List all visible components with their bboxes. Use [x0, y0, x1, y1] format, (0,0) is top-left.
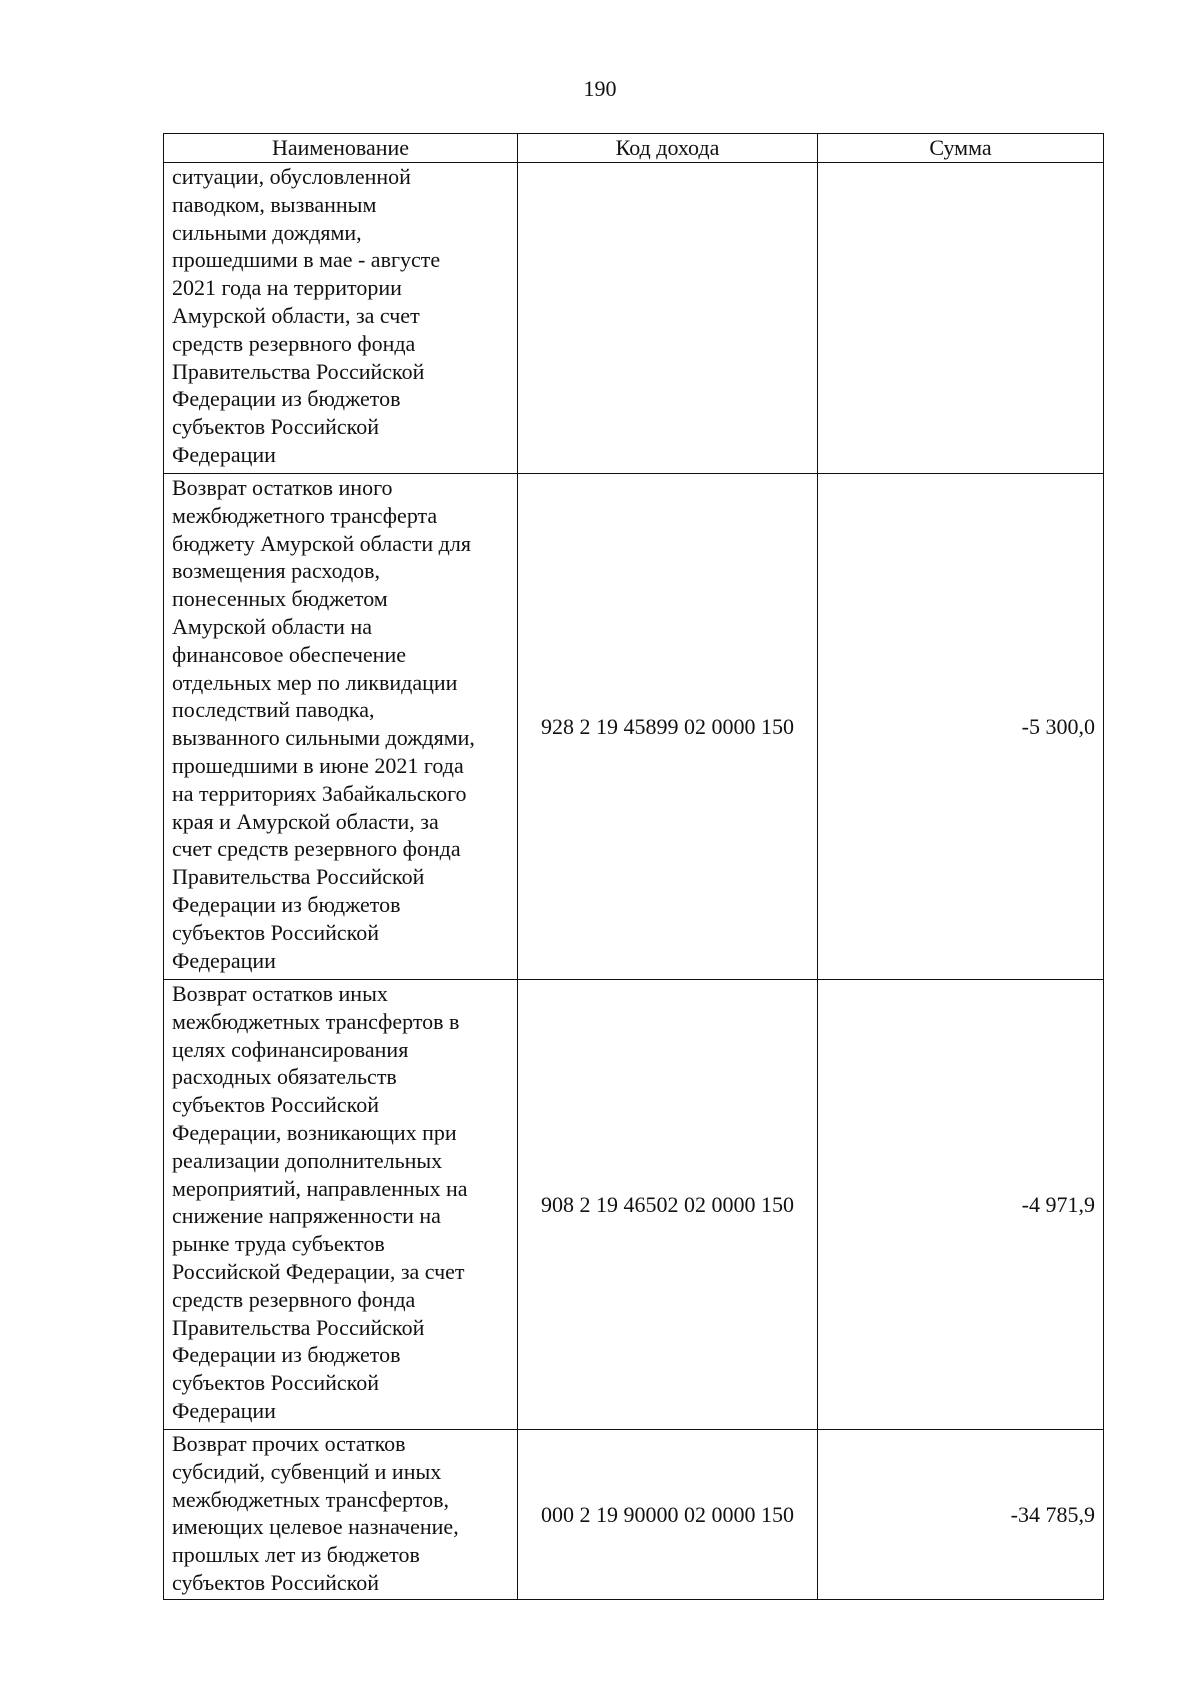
row-code-cell [518, 163, 818, 474]
row-name-cell: Возврат прочих остатков субсидий, субвенций и иных межбюджетных трансфертов, имеющих целевое назначение, прошлых лет из бюджетов субъектов Российской [164, 1430, 518, 1600]
row-sum-cell: -4 971,9 [818, 980, 1104, 1430]
revenue-table [163, 133, 1104, 1600]
row-code-cell: 000 2 19 90000 02 0000 150 [518, 1430, 818, 1600]
header-row [164, 134, 1104, 163]
row-name-cell: Возврат остатков иного межбюджетного трансферта бюджету Амурской области для возмещения расходов, понесенных бюджетом Амурской области на финансовое обеспечение отдельных мер по ликвидации последствий паводка, вызванного сильными дождями, прошедшими в июне 2021 года на территориях Забайкальского края и Амурской области, за счет средств резервного фонда Правительства Российской Федерации из бюджетов субъектов Российской Федерации [164, 474, 518, 980]
table-row [164, 980, 1104, 1430]
table-body [164, 163, 1104, 1600]
row-name-cell: Возврат остатков иных межбюджетных трансфертов в целях софинансирования расходных обязательств субъектов Российской Федерации, возникающих при реализации дополнительных мероприятий, направленных на снижение напряженности на рынке труда субъектов Российской Федерации, за счет средств резервного фонда Правительства Российской Федерации из бюджетов субъектов Российской Федерации [164, 980, 518, 1430]
row-name-cell: ситуации, обусловленной паводком, вызванным сильными дождями, прошедшими в мае - августе 2021 года на территории Амурской области, за счет средств резервного фонда Правительства Российской Федерации из бюджетов субъектов Российской Федерации [164, 163, 518, 474]
header-name: Наименование [164, 134, 518, 163]
header-code: Код дохода [518, 134, 818, 163]
table-row [164, 1430, 1104, 1600]
row-sum-cell [818, 163, 1104, 474]
row-code-cell: 928 2 19 45899 02 0000 150 [518, 474, 818, 980]
page-number: 190 [583, 76, 617, 101]
row-code-cell: 908 2 19 46502 02 0000 150 [518, 980, 818, 1430]
table-row [164, 163, 1104, 474]
header-sum: Сумма [818, 134, 1104, 163]
table-row [164, 474, 1104, 980]
row-sum-cell: -34 785,9 [818, 1430, 1104, 1600]
table-header [164, 134, 1104, 163]
row-sum-cell: -5 300,0 [818, 474, 1104, 980]
